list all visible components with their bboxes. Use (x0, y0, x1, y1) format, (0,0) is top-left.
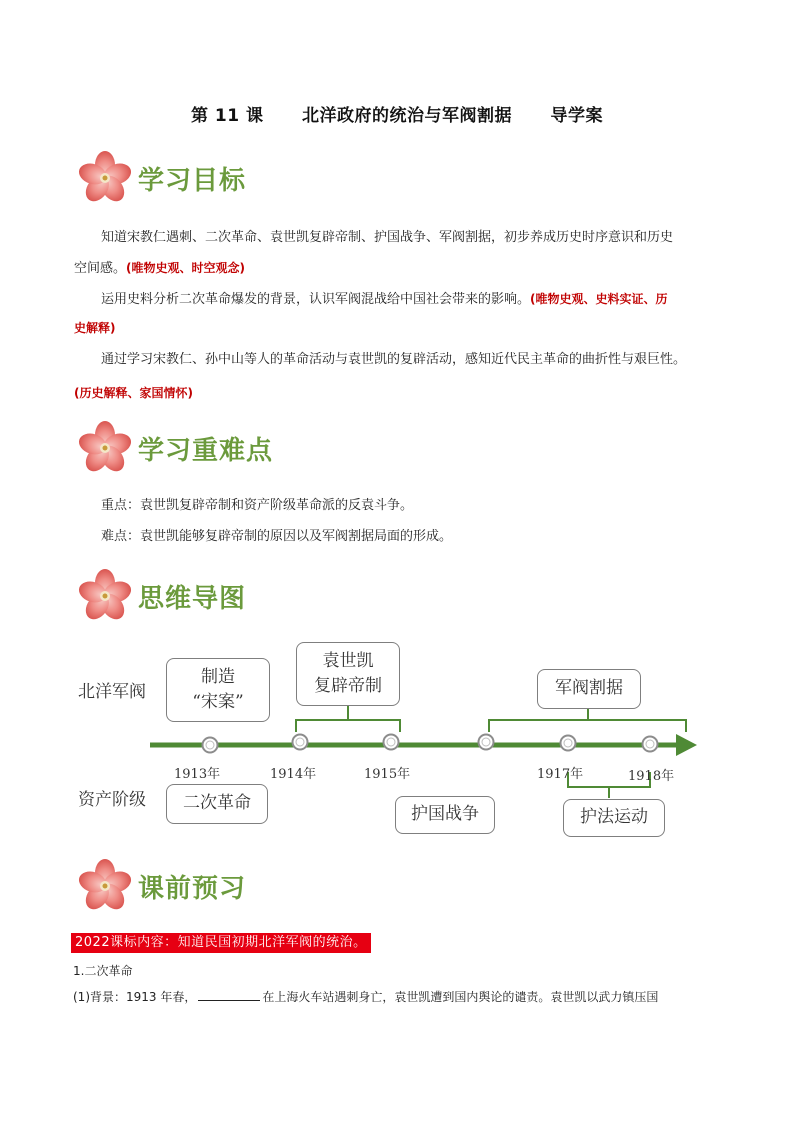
key-point-focus: 重点：袁世凯复辟帝制和资产阶级革命派的反袁斗争。 (101, 498, 414, 513)
page-title: 第 11 课 北洋政府的统治与军阀割据 导学案 (190, 106, 603, 126)
goal-2-line-2 (74, 314, 116, 343)
section-title-goals: 学习目标 (138, 166, 247, 196)
section-title-key-points: 学习重难点 (138, 436, 274, 466)
bracket-fubi (296, 706, 400, 732)
section-title-mind-map: 思维导图 (138, 584, 247, 614)
preview-item-1: 1.二次革命 (73, 964, 133, 978)
goal-1-text: 空间感。 (74, 261, 127, 276)
timeline-node (203, 738, 218, 753)
year-1918: 1918年 (628, 769, 675, 784)
box-ercigeming: 二次革命 (166, 784, 268, 824)
timeline-node (293, 735, 308, 750)
background-text-post: 在上海火车站遇刺身亡，袁世凯遭到国内舆论的谴责。袁世凯以武力镇压国 (262, 990, 659, 1004)
box-gejv: 军阀割据 (537, 669, 641, 709)
box-fubi (296, 642, 400, 706)
box-songan (166, 658, 270, 722)
goal-2-tag-cont: 史解释) (74, 321, 116, 335)
curriculum-banner: 2022课标内容：知道民国初期北洋军阀的统治。 (71, 933, 371, 953)
goal-1-line-1: 知道宋教仁遇刺、二次革命、袁世凯复辟帝制、护国战争、军阀割据，初步养成历史时序意识和历史 (101, 230, 674, 245)
goal-2-tag: (唯物史观、史料实证、历 (530, 292, 668, 306)
box-fubi-line-2: 复辟帝制 (314, 676, 382, 696)
goal-3-line-1: 通过学习宋教仁、孙中山等人的革命活动与袁世凯的复辟活动，感知近代民主革命的曲折性与艰巨性。 (101, 352, 687, 367)
section-title-preview: 课前预习 (138, 874, 247, 904)
box-fubi-line-1: 袁世凯 (322, 651, 374, 671)
preview-item-1-background (73, 988, 733, 1005)
flower-icon (76, 856, 134, 914)
box-songan-line-1: 制造 (201, 667, 235, 687)
fill-in-blank[interactable] (198, 989, 260, 1001)
year-1917: 1917年 (537, 767, 584, 782)
year-1915: 1915年 (364, 767, 411, 782)
goal-3-line-2 (74, 379, 193, 408)
background-text-pre: (1)背景：1913 年春， (73, 990, 197, 1004)
row-label-beiyang: 北洋军阀 (78, 682, 146, 702)
row-label-bourgeoisie: 资产阶级 (78, 790, 146, 810)
timeline-node (479, 735, 494, 750)
goal-2-text: 运用史料分析二次革命爆发的背景，认识军阀混战给中国社会带来的影响。 (101, 292, 531, 307)
flower-icon (76, 418, 134, 476)
box-songan-line-2: “宋案” (192, 692, 244, 712)
year-1913: 1913年 (174, 767, 221, 782)
goal-3-tag: (历史解释、家国情怀) (74, 386, 193, 400)
goal-2-line-1 (101, 285, 741, 314)
bracket-gejv (489, 706, 686, 732)
flower-icon (76, 148, 134, 206)
flower-icon (76, 566, 134, 624)
timeline-arrowhead (676, 734, 697, 756)
goal-1-tag: (唯物史观、时空观念) (126, 261, 245, 275)
goal-1-line-2 (74, 254, 734, 283)
timeline-node (384, 735, 399, 750)
timeline-node (643, 737, 658, 752)
box-huguo: 护国战争 (395, 796, 495, 834)
timeline-node (561, 736, 576, 751)
year-1914: 1914年 (270, 767, 317, 782)
box-hufa: 护法运动 (563, 799, 665, 837)
key-point-difficulty: 难点：袁世凯能够复辟帝制的原因以及军阀割据局面的形成。 (101, 529, 453, 544)
